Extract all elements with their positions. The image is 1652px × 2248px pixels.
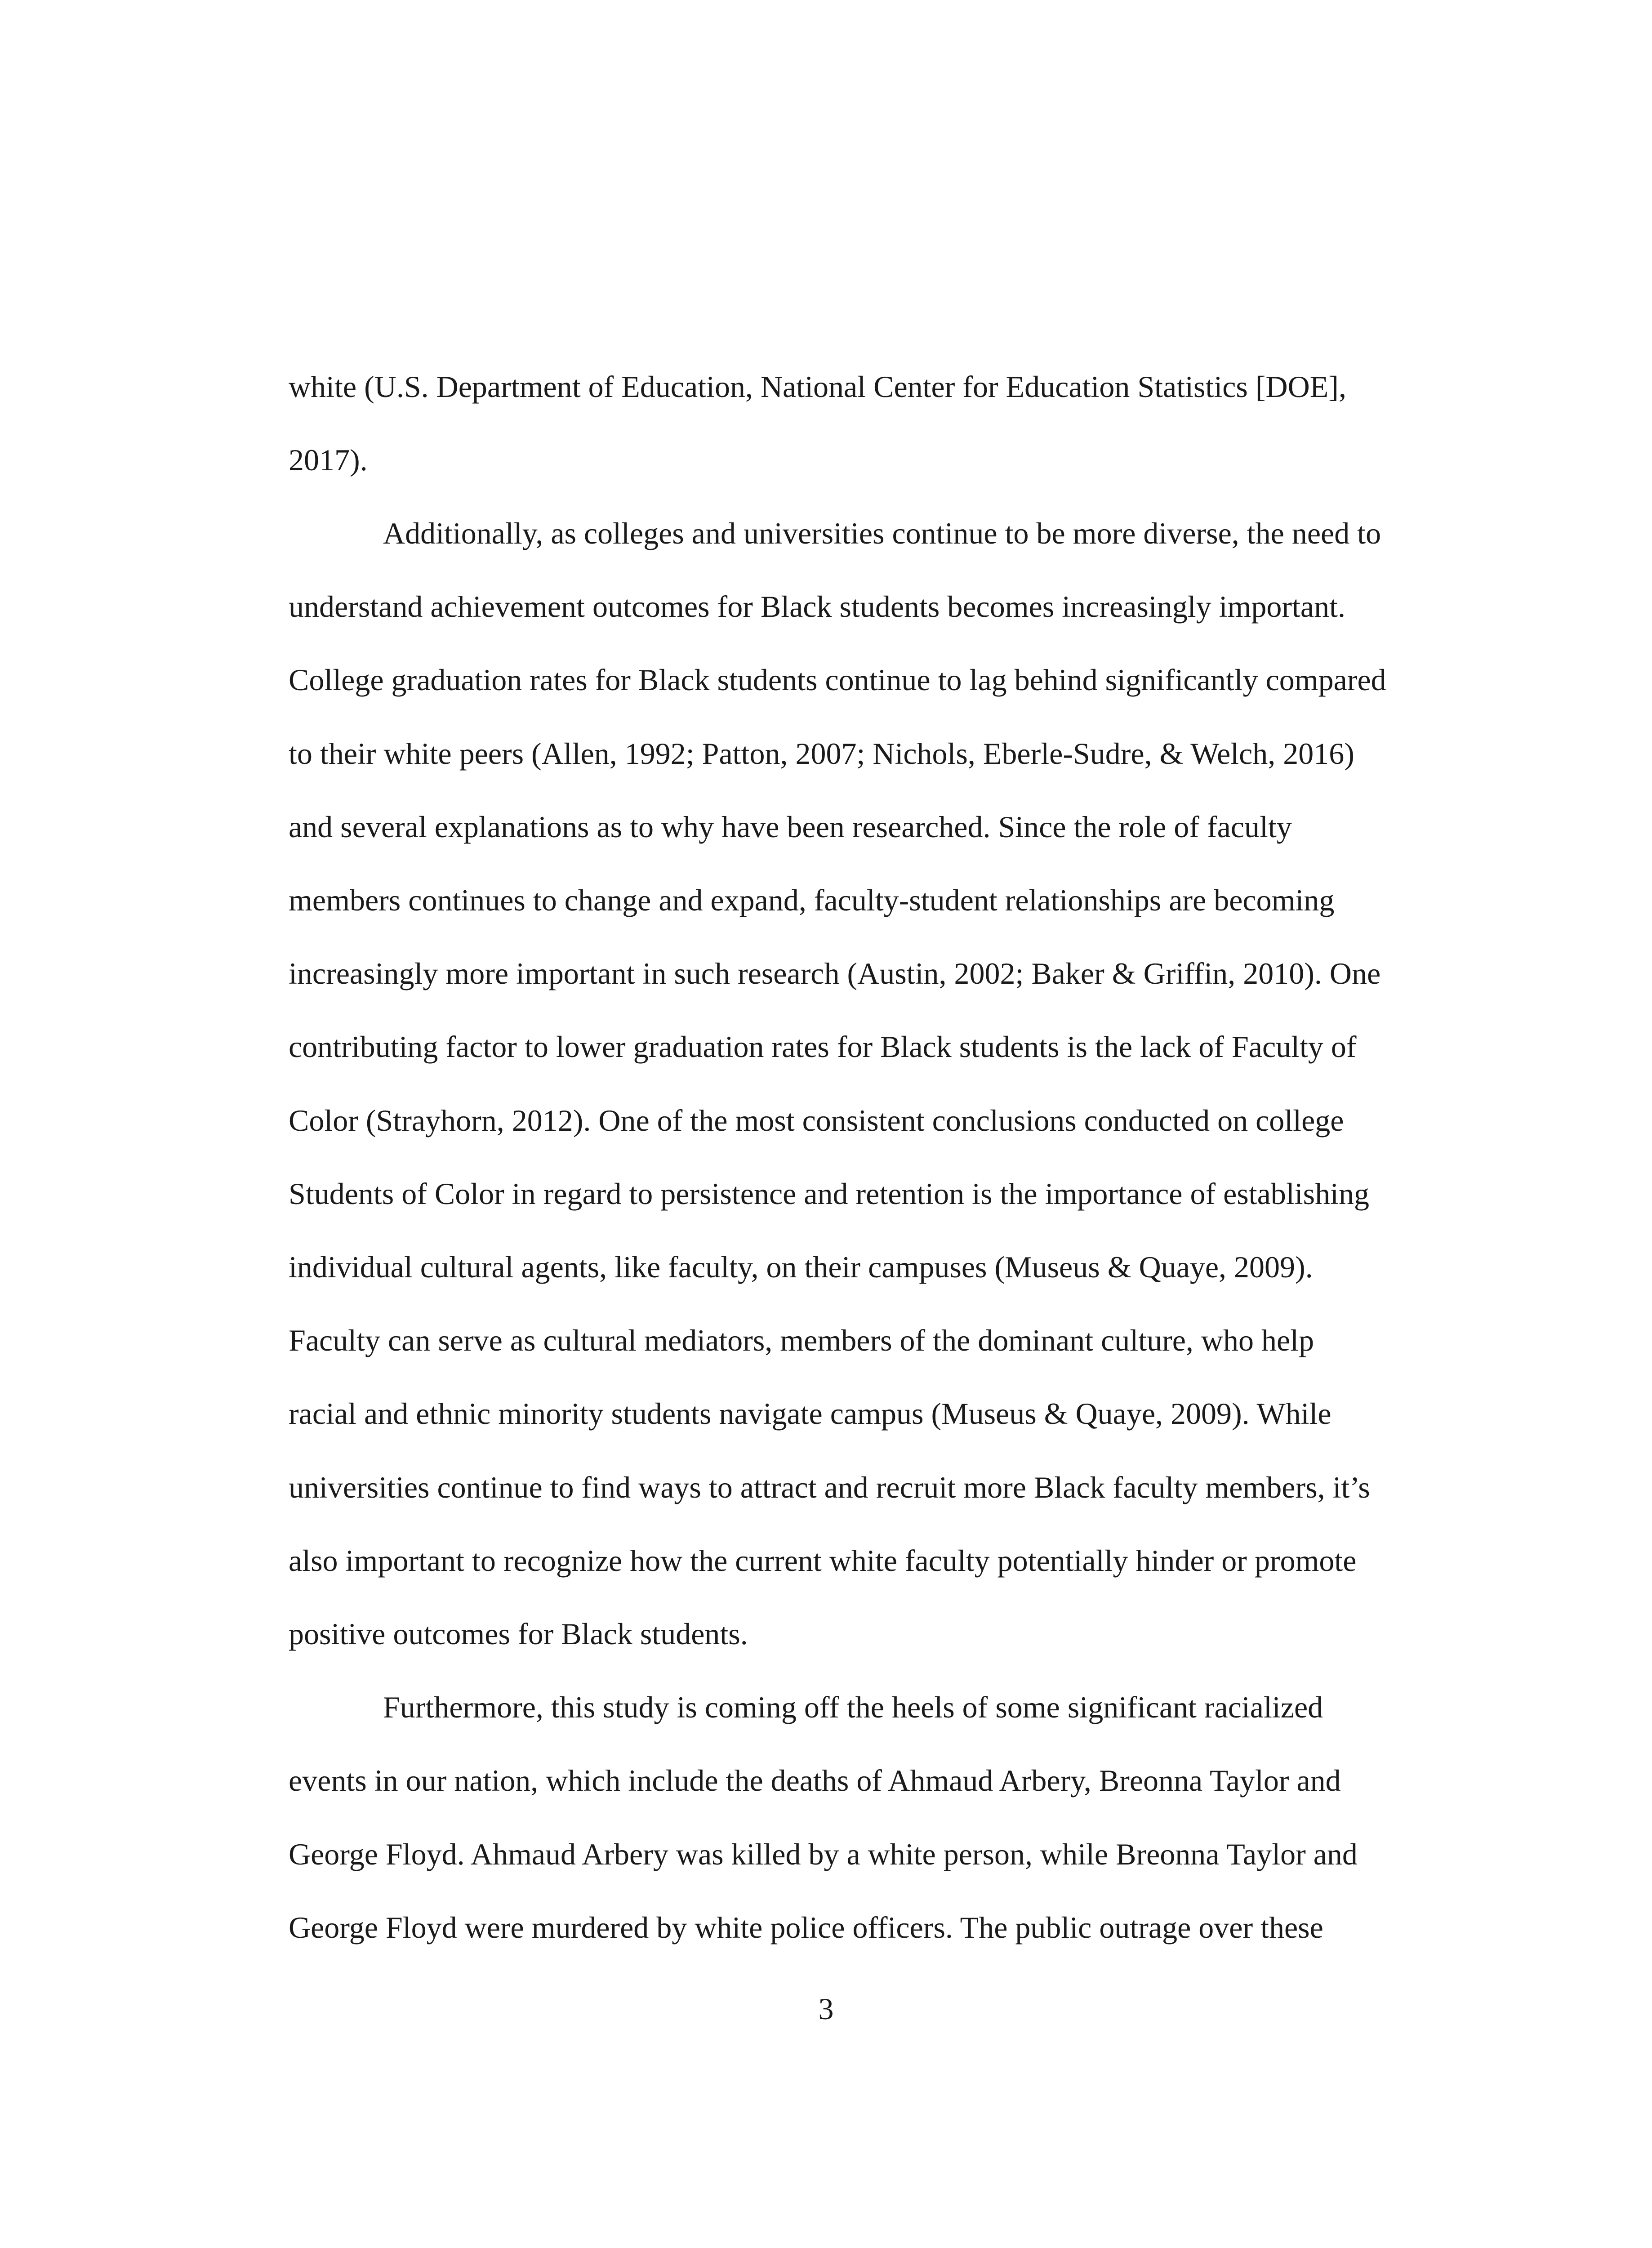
text-line: positive outcomes for Black students. (289, 1617, 748, 1651)
paragraph-start-line: Additionally, as colleges and universities continue to be more diverse, the need to (383, 516, 1381, 550)
text-line: and several explanations as to why have been researched. Since the role of faculty (289, 810, 1292, 844)
text-line: Color (Strayhorn, 2012). One of the most consistent conclusions conducted on college (289, 1103, 1344, 1137)
text-line: Students of Color in regard to persistence and retention is the importance of establishing (289, 1177, 1369, 1211)
text-line: 2017). (289, 443, 368, 477)
text-line: George Floyd were murdered by white police officers. The public outrage over these (289, 1910, 1323, 1945)
text-line: members continues to change and expand, faculty-student relationships are becoming (289, 883, 1335, 917)
text-line: to their white peers (Allen, 1992; Patton, 2007; Nichols, Eberle-Sudre, & Welch, 2016) (289, 736, 1354, 771)
paragraph-start-line: Furthermore, this study is coming off the heels of some significant racialized (383, 1690, 1323, 1724)
text-line: racial and ethnic minority students navigate campus (Museus & Quaye, 2009). While (289, 1396, 1331, 1431)
text-line: individual cultural agents, like faculty, on their campuses (Museus & Quaye, 2009). (289, 1250, 1313, 1284)
text-line: white (U.S. Department of Education, National Center for Education Statistics [DOE], (289, 370, 1346, 404)
text-line: increasingly more important in such research (Austin, 2002; Baker & Griffin, 2010). One (289, 956, 1381, 990)
text-line: also important to recognize how the current white faculty potentially hinder or promote (289, 1543, 1357, 1578)
text-line: understand achievement outcomes for Black students becomes increasingly important. (289, 589, 1345, 624)
page-number: 3 (818, 1992, 834, 2026)
text-line: George Floyd. Ahmaud Arbery was killed by a white person, while Breonna Taylor and (289, 1837, 1358, 1871)
text-line: universities continue to find ways to attract and recruit more Black faculty members, it’s (289, 1470, 1370, 1504)
text-line: College graduation rates for Black students continue to lag behind significantly compared (289, 663, 1386, 697)
text-line: contributing factor to lower graduation rates for Black students is the lack of Faculty of (289, 1030, 1357, 1064)
text-line: Faculty can serve as cultural mediators, members of the dominant culture, who help (289, 1323, 1314, 1357)
text-line: events in our nation, which include the deaths of Ahmaud Arbery, Breonna Taylor and (289, 1763, 1341, 1798)
